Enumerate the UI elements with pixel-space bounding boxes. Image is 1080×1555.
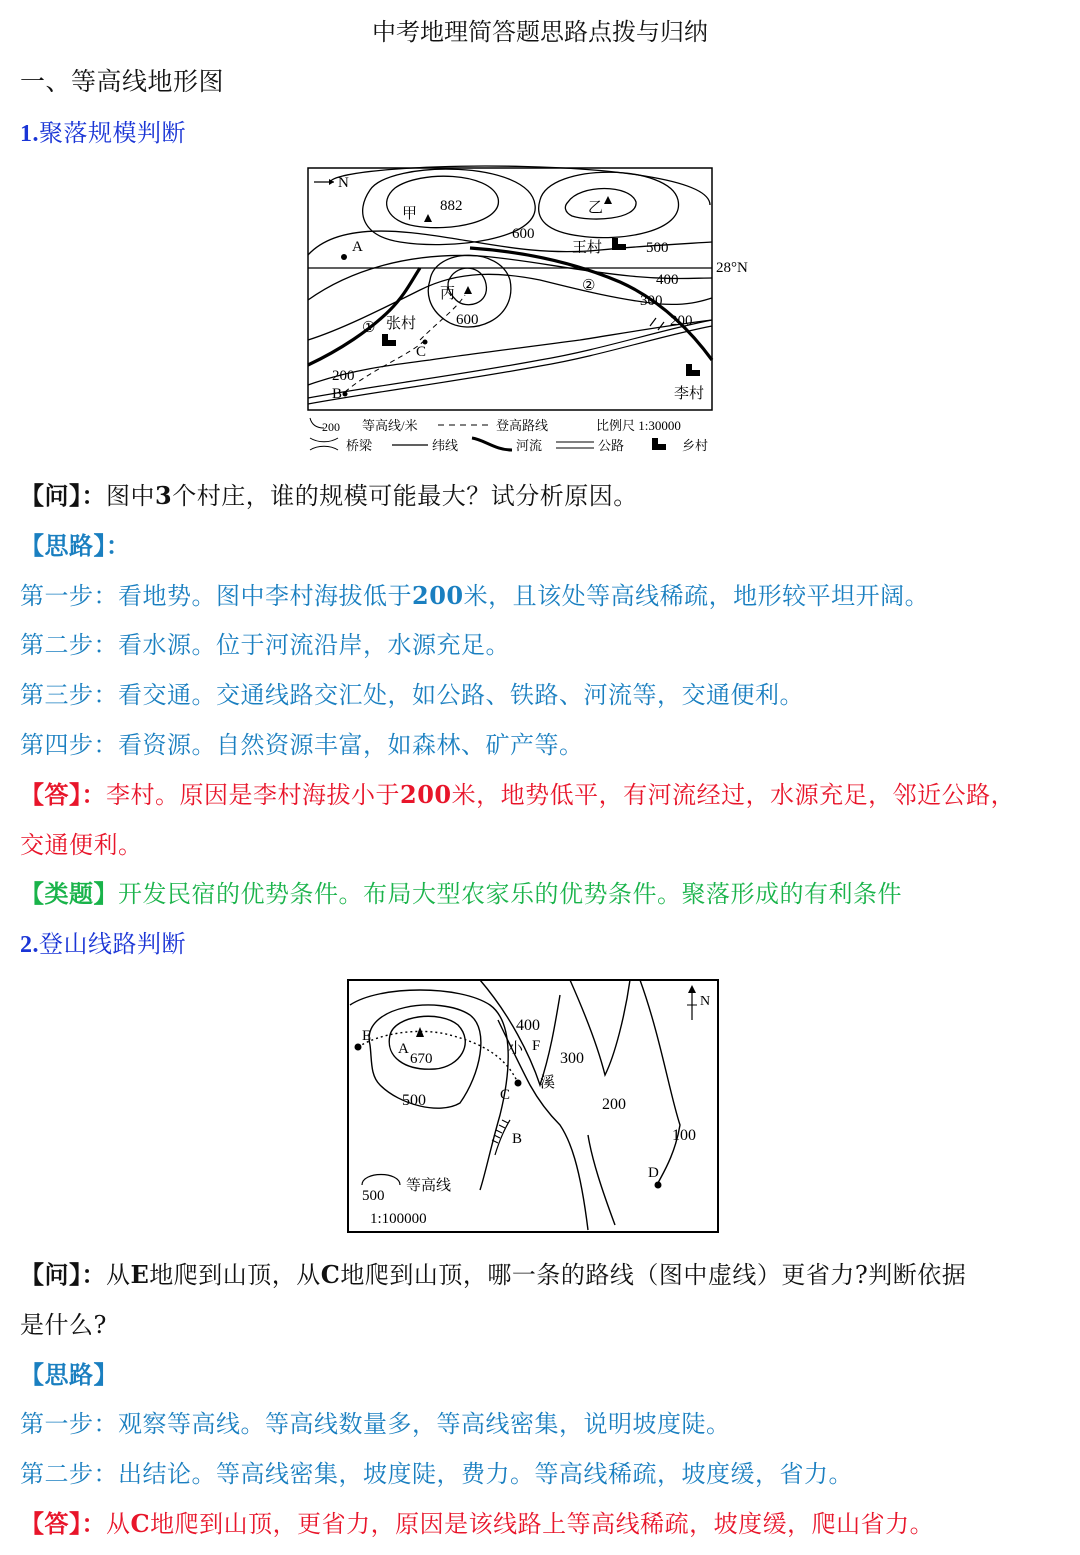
elev-200b-label: 200: [332, 368, 355, 384]
point-d-dot: [655, 1182, 662, 1189]
elev-600b-label: 600: [456, 312, 479, 328]
peak-yi-label: 乙: [588, 200, 604, 216]
elev-400-2-label: 400: [516, 1017, 540, 1034]
route-e-c: [358, 1031, 518, 1083]
q2-ask-e: E: [130, 1260, 150, 1289]
point-a-dot: [341, 254, 347, 260]
q1-step2: 第二步：看水源。位于河流沿岸，水源充足。: [20, 631, 510, 659]
contour-map-2: [340, 975, 730, 1240]
q1-think-label: 【思路】：: [20, 531, 131, 560]
peak-bing-label: 丙: [440, 286, 456, 302]
point-e-dot: [355, 1044, 362, 1051]
legend-scale-label: 比例尺 1:30000: [596, 418, 681, 433]
village-wang-icon: [612, 238, 626, 250]
point-c2-label: C: [500, 1087, 511, 1103]
legend-road-label: 公路: [598, 438, 625, 453]
q1-ask-label: 【问】：: [20, 481, 106, 510]
circle-1-label: ①: [362, 320, 376, 336]
stream-char-xiao: 小: [508, 1041, 524, 1057]
point-b2-label: B: [512, 1131, 523, 1147]
q2-question-line2: 是什么?: [20, 1311, 107, 1339]
point-a2-label: A: [398, 1041, 409, 1057]
point-e-label: E: [362, 1028, 372, 1044]
q1-ask-pre: 图中: [106, 482, 155, 510]
elev-500-2-label: 500: [402, 1092, 426, 1109]
contour-map-1: [300, 160, 770, 460]
map2-north-arrow-icon: [688, 985, 696, 993]
q2-ask-label: 【问】：: [20, 1260, 106, 1289]
map2-legend-label: 等高线: [406, 1178, 452, 1194]
q2-ans-c: C: [130, 1509, 151, 1538]
q1-step1-pre: 第一步：看地势。图中李村海拔低于: [20, 582, 412, 610]
q1-ask-post: 个村庄，谁的规模可能最大？试分析原因。: [172, 482, 638, 510]
q1-similar-text: 开发民宿的优势条件。布局大型农家乐的优势条件。聚落形成的有利条件: [118, 880, 902, 908]
elev-600a-label: 600: [512, 226, 535, 242]
legend-lat-label: 纬线: [432, 438, 459, 453]
q2-step1: 第一步：观察等高线。等高线数量多，等高线密集，说明坡度陡。: [20, 1410, 731, 1438]
elev-882-label: 882: [440, 198, 463, 214]
q1-ask-num: 3: [155, 481, 173, 510]
map2-north-label: N: [700, 994, 711, 1009]
q1-step4: 第四步：看资源。自然资源丰富，如森林、矿产等。: [20, 731, 584, 759]
peak-jia-label: 甲: [402, 206, 418, 222]
point-d-label: D: [648, 1165, 659, 1181]
q1-ans-num: 200: [400, 780, 452, 809]
document-title: 中考地理简答题思路点拨与归纳: [372, 18, 708, 46]
legend-route-label: 登高路线: [496, 418, 549, 433]
q1-answer: [20, 775, 1015, 810]
circle-2-label: ②: [582, 278, 596, 294]
point-c-label: C: [416, 344, 427, 360]
q1-ans-post: 米，地势低平，有河流经过，水源充足，邻近公路，: [451, 781, 1016, 809]
point-a-label: A: [352, 239, 363, 255]
q2-ask-b: 地爬到山顶，从: [149, 1261, 321, 1289]
q1-question: [20, 476, 638, 511]
point-b-dot: [343, 392, 348, 397]
q2-ans-post: 地爬到山顶，更省力，原因是该线路上等高线稀疏，坡度缓，爬山省力。: [150, 1510, 935, 1538]
q1-ans-label: 【答】：: [20, 780, 106, 809]
question1-heading: [20, 113, 186, 148]
legend-contour-label: 等高线/米: [362, 418, 418, 433]
latitude-label: 28°N: [716, 260, 748, 276]
q1-similar: [20, 874, 902, 909]
legend-village-icon: [652, 438, 666, 450]
village-wang-label: 王村: [572, 240, 603, 256]
question2-title: 登山线路判断: [39, 930, 186, 958]
peak-bing-icon: [464, 286, 472, 294]
question2-heading: [20, 924, 186, 959]
q1-step1-num: 200: [412, 581, 464, 610]
section-heading: 一、等高线地形图: [20, 67, 225, 96]
legend-village-label: 乡村: [682, 438, 709, 453]
q1-answer-line2: 交通便利。: [20, 831, 143, 859]
q1-step1-post: 米，且该处等高线稀疏，地形较平坦开阔。: [463, 582, 930, 610]
q2-question: [20, 1255, 966, 1290]
elev-200a-label: 200: [670, 313, 693, 329]
map2-legend-num: 500: [362, 1188, 385, 1204]
q2-step2: 第二步：出结论。等高线密集，坡度陡，费力。等高线稀疏，坡度缓，省力。: [20, 1460, 853, 1488]
elev-100-label: 100: [672, 1127, 696, 1144]
q2-think-label: 【思路】: [20, 1360, 118, 1389]
elev-500-label: 500: [646, 240, 669, 256]
elev-300-2-label: 300: [560, 1050, 584, 1067]
elev-670-label: 670: [410, 1051, 433, 1067]
q2-ans-label: 【答】：: [20, 1509, 106, 1538]
elev-200-2-label: 200: [602, 1096, 626, 1113]
q2-ans-pre: 从: [106, 1510, 131, 1538]
legend-contour-num: 200: [322, 420, 340, 434]
point-f-label: F: [532, 1038, 541, 1054]
village-li-label: 李村: [674, 386, 705, 402]
q1-ans-pre: 李村。原因是李村海拔小于: [106, 781, 400, 809]
question2-number: 2.: [20, 932, 39, 958]
village-zhang-label: 张村: [386, 316, 417, 332]
q1-similar-label: 【类题】: [20, 879, 118, 908]
peak-yi-icon: [604, 196, 612, 204]
peak-jia-icon: [424, 214, 432, 222]
q1-step1: [20, 576, 929, 611]
map2-scale: 1:100000: [370, 1211, 427, 1227]
legend-river-label: 河流: [516, 438, 543, 453]
elev-400-label: 400: [656, 272, 679, 288]
question1-number: 1.: [20, 121, 39, 147]
q2-ask-c: C: [320, 1260, 341, 1289]
point-c-dot-2: [515, 1080, 522, 1087]
q2-ask-d: 地爬到山顶，哪一条的路线（图中虚线）更省力?判断依据: [340, 1261, 967, 1289]
stream-char-xi: 溪: [540, 1075, 556, 1091]
village-li-icon: [686, 364, 700, 376]
q1-step3: 第三步：看交通。交通线路交汇处，如公路、铁路、河流等，交通便利。: [20, 681, 804, 709]
map1-north-label: N: [338, 175, 349, 191]
map1-frame: [308, 168, 712, 410]
question1-title: 聚落规模判断: [39, 119, 186, 147]
legend-bridge-label: 桥梁: [346, 438, 373, 453]
elev-300-label: 300: [640, 293, 663, 309]
village-zhang-icon: [382, 334, 396, 346]
climb-route-1: [345, 340, 425, 392]
q2-ask-a: 从: [106, 1261, 131, 1289]
q2-answer: [20, 1504, 934, 1539]
point-b-label: B: [332, 386, 343, 402]
